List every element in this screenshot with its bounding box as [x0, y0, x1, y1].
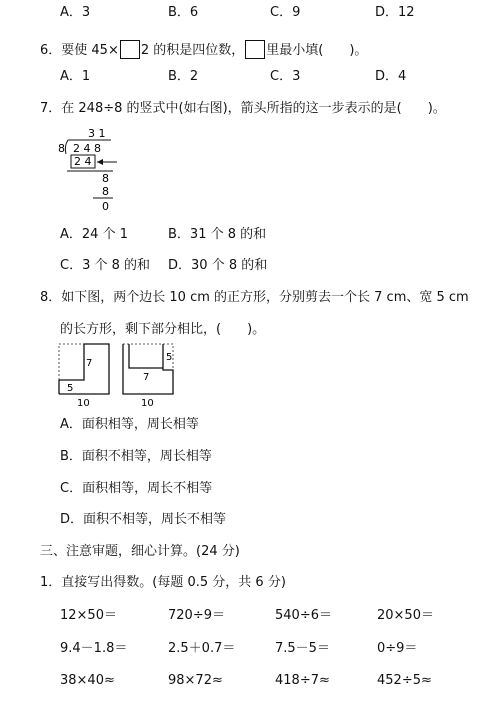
q6-text-part1: 6．要使 45×: [40, 43, 119, 58]
q5-option-d: D．12: [375, 5, 415, 20]
calc-cell: 20×50＝: [377, 608, 434, 623]
q6-option-c: C．3: [270, 69, 301, 84]
division-dividend: 2 4 8: [73, 142, 101, 155]
calc-cell: 0÷9＝: [377, 641, 418, 656]
division-quotient: 3 1: [88, 127, 106, 140]
calc-cell: 7.5－5＝: [275, 641, 330, 656]
q7-option-b: B．31 个 8 的和: [168, 227, 267, 242]
division-divisor: 8: [58, 142, 65, 155]
square-1-side-label: 10: [77, 398, 90, 409]
q8-option-c: C．面积相等，周长不相等: [60, 481, 213, 496]
section3-heading: 三、注意审题，细心计算。(24 分): [40, 544, 240, 559]
q8-option-b: B．面积不相等，周长相等: [60, 449, 212, 464]
calc-cell: 12×50＝: [60, 608, 117, 623]
q7-option-a: A．24 个 1: [60, 227, 128, 242]
calc-cell: 540÷6＝: [275, 608, 332, 623]
squares-figure: [55, 340, 195, 412]
calc-cell: 9.4－1.8＝: [60, 641, 128, 656]
q6-question: [40, 40, 367, 59]
q8-question-line2: 的长方形，剩下部分相比，( )。: [60, 322, 266, 337]
square-1-width-label: 5: [67, 383, 74, 394]
q5-option-b: B．6: [168, 5, 199, 20]
square-1-height-label: 7: [86, 358, 93, 369]
q8-question-line1: 8．如下图，两个边长 10 cm 的正方形，分别剪去一个长 7 cm、宽 5 cm: [40, 290, 469, 305]
q6-text-part3: 里最小填( )。: [266, 43, 368, 58]
division-step3: 8: [102, 185, 109, 198]
section3-q1: 1．直接写出得数。(每题 0.5 分，共 6 分): [40, 575, 286, 590]
q6-blank-box-ref: [245, 40, 265, 59]
square-2-height-label: 5: [166, 352, 173, 363]
q6-option-a: A．1: [60, 69, 91, 84]
q7-option-d: D．30 个 8 的和: [168, 258, 268, 273]
calc-cell: 418÷7≈: [275, 673, 330, 688]
q7-question: 7．在 248÷8 的竖式中(如右图)，箭头所指的这一步表示的是( )。: [40, 101, 446, 116]
q6-option-d: D．4: [375, 69, 407, 84]
square-2-width-label: 7: [143, 372, 150, 383]
calc-cell: 98×72≈: [168, 673, 223, 688]
q5-option-c: C．9: [270, 5, 301, 20]
arrow-icon: [97, 159, 103, 165]
q7-option-c: C．3 个 8 的和: [60, 258, 151, 273]
q6-text-part2: 2 的积是四位数，: [140, 43, 245, 58]
calc-cell: 720÷9＝: [168, 608, 225, 623]
division-step2: 8: [102, 172, 109, 185]
calc-cell: 2.5＋0.7＝: [168, 641, 236, 656]
division-bracket: [65, 140, 68, 154]
q8-option-a: A．面积相等，周长相等: [60, 417, 199, 432]
q8-option-d: D．面积不相等，周长不相等: [60, 512, 227, 527]
q5-option-a: A．3: [60, 5, 91, 20]
q6-blank-box: [120, 40, 140, 59]
q6-option-b: B．2: [168, 69, 199, 84]
division-remainder: 0: [102, 200, 109, 213]
square-2-cut: [129, 344, 163, 368]
calc-cell: 452÷5≈: [377, 673, 432, 688]
calc-cell: 38×40≈: [60, 673, 115, 688]
division-step1: 2 4: [74, 155, 92, 168]
long-division-figure: [55, 124, 125, 216]
square-2-side-label: 10: [141, 398, 154, 409]
